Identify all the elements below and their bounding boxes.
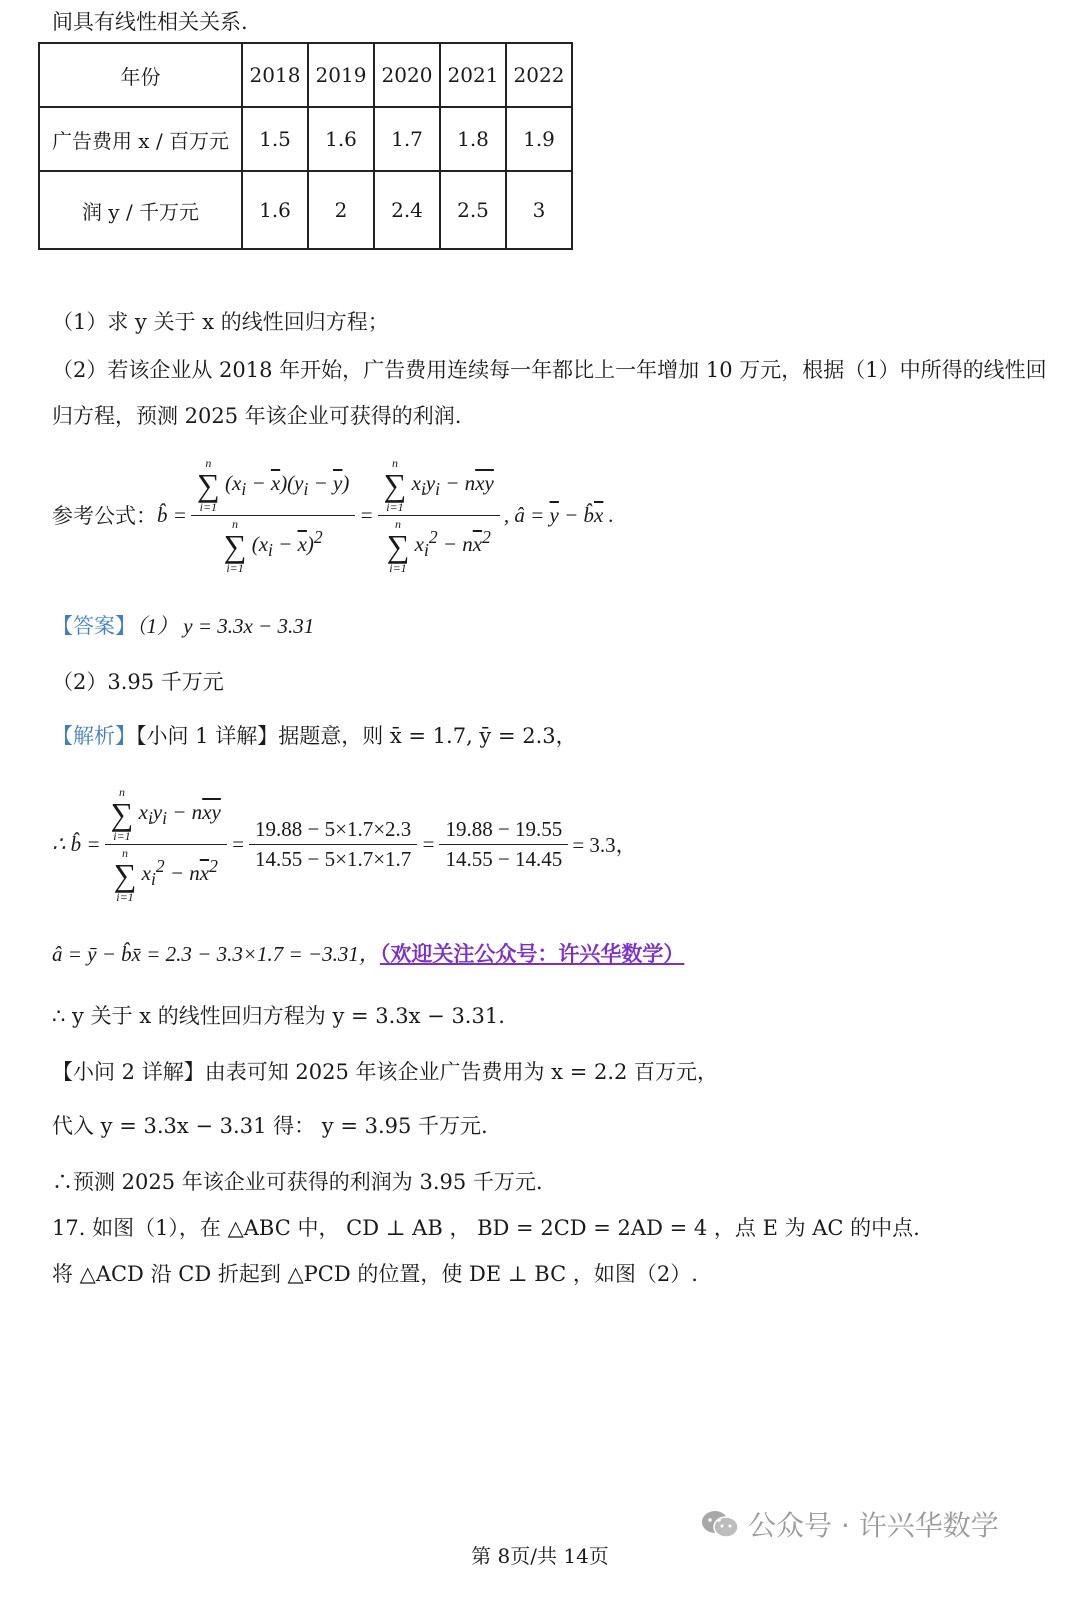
formula-label: 参考公式： xyxy=(52,504,157,528)
row-label: 广告费用 x / 百万元 xyxy=(39,107,242,171)
sub2-line2: 代入 y = 3.3x − 3.31 得： y = 3.95 千万元. xyxy=(52,1114,488,1138)
answer-tag: 【答案】 xyxy=(52,614,136,638)
formula-body: b̂ = n ∑ i=1 $(x_i - \overline{x})(y_i - \overline{y})$ n ∑ i=1 $(x_i - \overline{x})^2$ = n ∑ i=1 $x_iy_i - n\overline{xy}$ n ∑ i=1 $x_i^2 - n\overline{x}^2$ , â = $\overline{y}$ − $b̂\overline{x}$ . xyxy=(157,455,614,575)
sub2-line3: ∴预测 2025 年该企业可获得的利润为 3.95 千万元. xyxy=(52,1170,543,1194)
problem-17-line2: 将 △ACD 沿 CD 折起到 △PCD 的位置，使 DE ⊥ BC ，如图（2）. xyxy=(52,1262,698,1286)
calc-denominator-2: 14.55 − 14.45 xyxy=(445,846,563,871)
table-header-cell: 年份 xyxy=(39,43,242,107)
table-cell: 2 xyxy=(308,171,374,249)
reference-formula xyxy=(52,452,614,578)
table-cell: 2.5 xyxy=(440,171,506,249)
answer-1: （1） y = 3.3x − 3.31 xyxy=(136,614,315,638)
analysis-line1 xyxy=(52,720,577,750)
calc-denominator-1: 14.55 − 5×1.7×1.7 xyxy=(255,846,412,871)
table-cell: 3 xyxy=(506,171,572,249)
question-2-line2: 归方程，预测 2025 年该企业可获得的利润. xyxy=(52,404,462,428)
table-cell: 2.4 xyxy=(374,171,440,249)
row-label: 润 y / 千万元 xyxy=(39,171,242,249)
calc-numerator-2: 19.88 − 19.55 xyxy=(439,815,568,845)
calc-result: = 3.3， xyxy=(572,833,637,857)
table-cell: 1.6 xyxy=(308,107,374,171)
table-header-cell: 2021 xyxy=(440,43,506,107)
table-header-cell: 2020 xyxy=(374,43,440,107)
intro-tail: 间具有线性相关关系. xyxy=(52,10,248,34)
table-cell: 1.5 xyxy=(242,107,308,171)
analysis-tag: 【解析】 xyxy=(52,724,136,748)
calc-numerator-1: 19.88 − 5×1.7×2.3 xyxy=(249,815,417,845)
table-header-cell: 2022 xyxy=(506,43,572,107)
table-cell: 1.8 xyxy=(440,107,506,171)
watermark xyxy=(700,1504,999,1544)
problem-17-line1: 17. 如图（1），在 △ABC 中， CD ⊥ AB ， BD = 2CD = 2AD = 4 ，点 E 为 AC 的中点. xyxy=(52,1216,920,1240)
page-footer: 第 8页/共 14页 xyxy=(471,1544,609,1568)
b-hat-calculation: ∴ b̂ = n ∑ i=1 $x_iy_i - n\overline{xy}$ n ∑ i=1 $x_i^2 - n\overline{x}^2$ = $\frac{19.88 - 5\times 1.7\times 2.3}{14.55 - 5\times 1.7\times 1.7}$ = $\frac{19.88 - 19.55}{14.55 - 14.45}$ = 3.3， xyxy=(52,784,637,904)
data-table xyxy=(38,42,573,250)
table-cell: 1.7 xyxy=(374,107,440,171)
sub2-line1: 【小问 2 详解】由表可知 2025 年该企业广告费用为 x = 2.2 百万元， xyxy=(52,1060,719,1084)
a-hat-calc: â = ȳ − b̂x̄ = 2.3 − 3.3×1.7 = −3.31， xyxy=(52,942,380,966)
table-cell: 1.9 xyxy=(506,107,572,171)
table-header-cell: 2019 xyxy=(308,43,374,107)
table-row xyxy=(39,171,572,249)
analysis-sub1: 【小问 1 详解】据题意，则 x̄ = 1.7, ȳ = 2.3， xyxy=(136,724,577,748)
answer-line1 xyxy=(52,610,314,640)
a-hat-line xyxy=(52,938,684,968)
wechat-icon xyxy=(700,1509,740,1539)
table-header-row xyxy=(39,43,572,107)
answer-2: （2）3.95 千万元 xyxy=(52,670,224,694)
watermark-text: 公众号 · 许兴华数学 xyxy=(748,1509,999,1542)
table-cell: 1.6 xyxy=(242,171,308,249)
table-header-cell: 2018 xyxy=(242,43,308,107)
conclusion-1: ∴ y 关于 x 的线性回归方程为 y = 3.3x − 3.31. xyxy=(52,1004,505,1028)
table-row xyxy=(39,107,572,171)
promo-link[interactable]: （欢迎关注公众号：许兴华数学） xyxy=(379,941,685,966)
question-2-line1: （2）若该企业从 2018 年开始，广告费用连续每一年都比上一年增加 10 万元，根据（1）中所得的线性回 xyxy=(52,358,1047,382)
question-1: （1）求 y 关于 x 的线性回归方程； xyxy=(52,310,389,334)
